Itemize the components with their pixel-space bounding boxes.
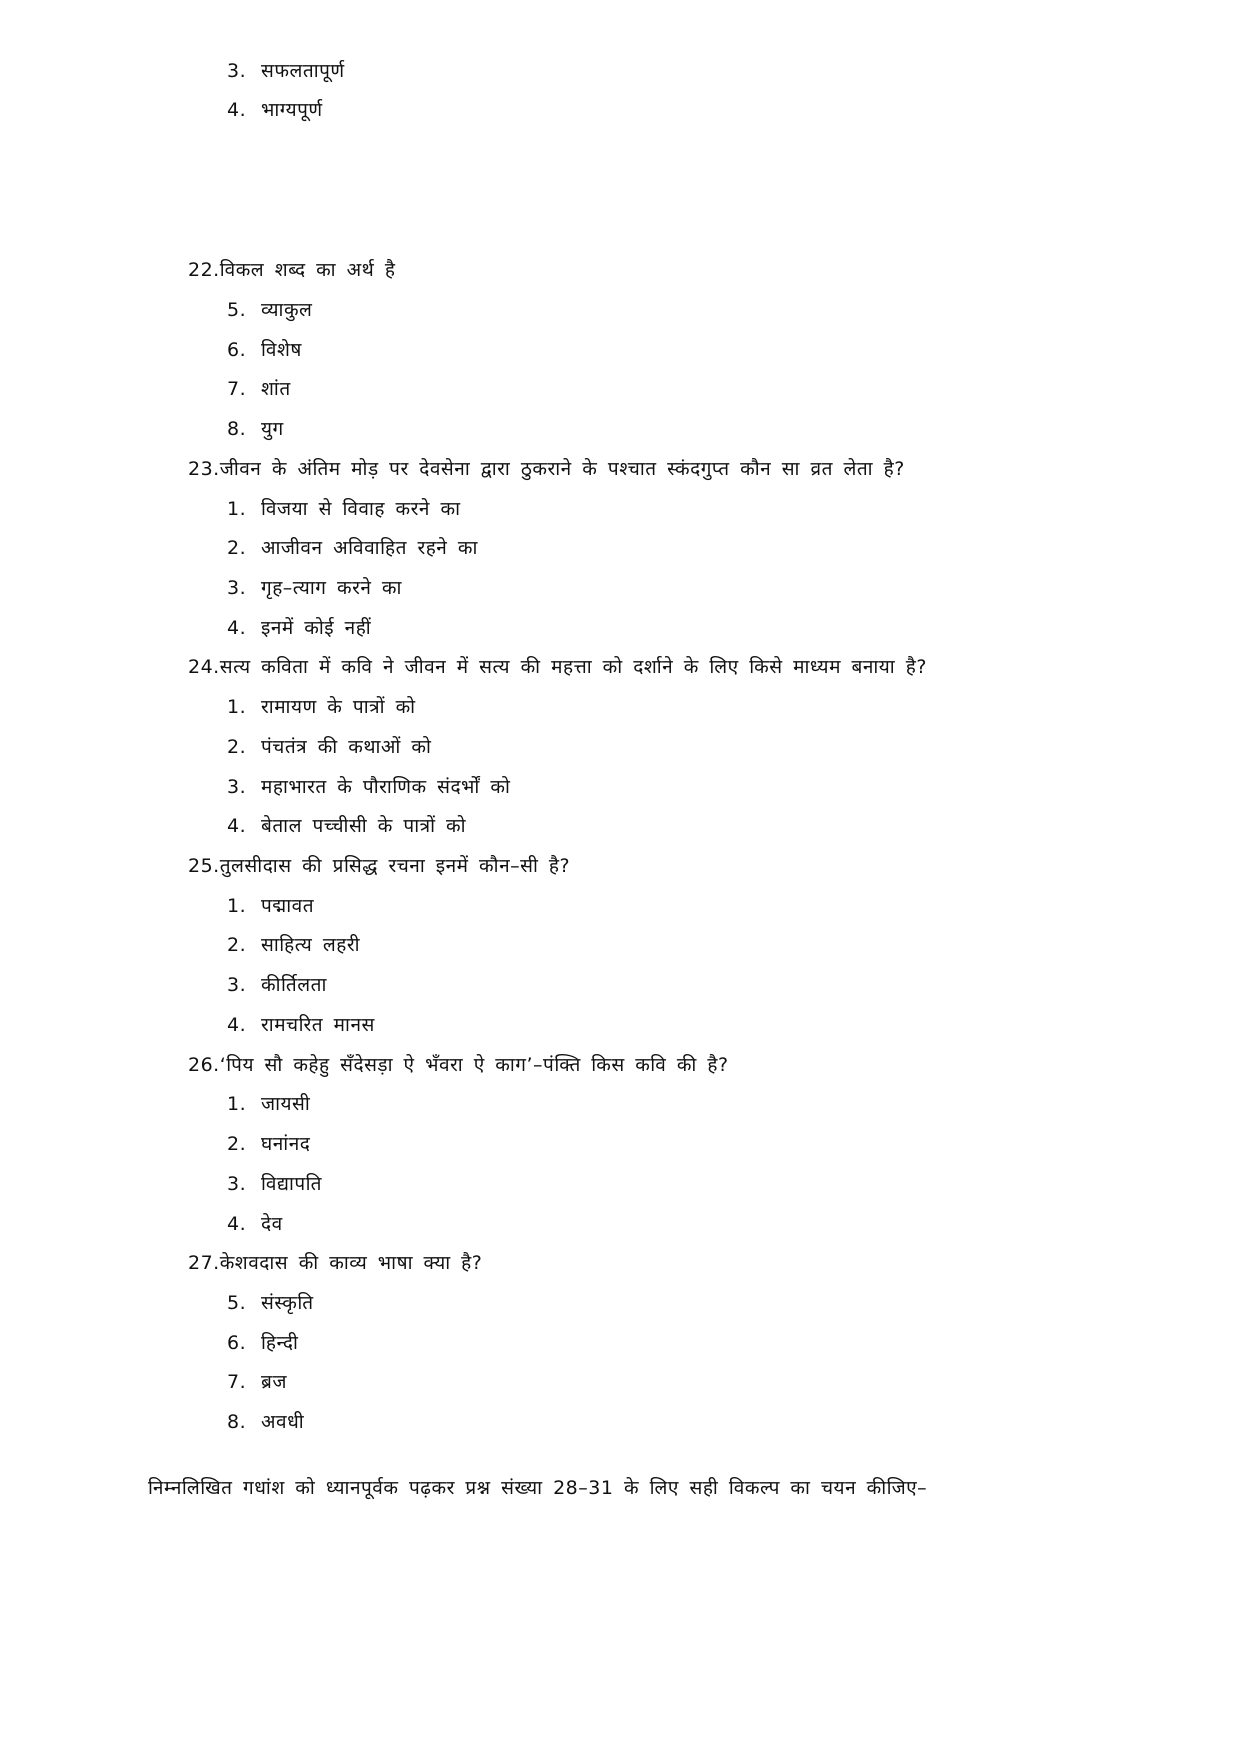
option-item [227,496,461,522]
option-number: 8. [227,418,247,440]
question-22 [188,257,395,283]
option-text: इनमें कोई नहीं [261,617,372,639]
option-text: विशेष [261,339,302,361]
question-text: ‘पिय सौ कहेहु सँदेसड़ा ऐ भँवरा ऐ काग’–पंक्ति किस कवि की है? [219,1054,729,1076]
option-number: 4. [227,1213,247,1235]
option-text: घनांनद [261,1133,311,1155]
option-item [227,376,291,402]
option-item [227,1211,283,1237]
question-23 [188,456,905,482]
option-item [227,575,402,601]
option-number: 3. [227,1173,247,1195]
option-text: व्याकुल [261,299,313,321]
question-text: केशवदास की काव्य भाषा क्या है? [219,1252,483,1274]
option-item [227,972,327,998]
option-text: गृह–त्याग करने का [261,577,402,599]
option-text: पद्मावत [261,895,315,917]
question-26 [188,1052,729,1078]
question-number: 26. [188,1054,220,1076]
option-text: सफलतापूर्ण [261,60,345,82]
option-text: ब्रज [261,1371,287,1393]
question-number: 24. [188,656,220,678]
option-item [227,893,314,919]
option-text: साहित्य लहरी [261,934,361,956]
option-item [227,97,323,123]
option-number: 7. [227,1371,247,1393]
option-text: रामचरित मानस [261,1014,375,1036]
option-item [227,1091,310,1117]
option-number: 4. [227,617,247,639]
question-text: सत्य कविता में कवि ने जीवन में सत्य की महत्ता को दर्शाने के लिए किसे माध्यम बनाया है? [219,656,927,678]
option-text: विजया से विवाह करने का [261,498,461,520]
option-number: 5. [227,299,247,321]
option-item [227,932,360,958]
option-text: अवधी [261,1411,305,1433]
option-item [227,337,302,363]
question-25 [188,853,570,879]
question-number: 23. [188,458,220,480]
passage-instruction: निम्नलिखित गधांश को ध्यानपूर्वक पढ़कर प्रश्न संख्या 28–31 के लिए सही विकल्प का चयन कीजिए– [148,1477,928,1499]
option-number: 2. [227,934,247,956]
option-number: 2. [227,537,247,559]
option-text: जायसी [261,1093,311,1115]
option-item [227,297,312,323]
option-item [227,535,478,561]
option-text: पंचतंत्र की कथाओं को [261,736,432,758]
option-text: कीर्तिलता [261,974,327,996]
option-item [227,774,510,800]
question-number: 27. [188,1252,220,1274]
option-number: 1. [227,895,247,917]
option-item [227,734,431,760]
option-item [227,615,371,641]
option-number: 3. [227,776,247,798]
option-number: 7. [227,378,247,400]
question-27 [188,1250,482,1276]
option-text: भाग्यपूर्ण [261,99,323,121]
option-number: 6. [227,1332,247,1354]
option-text: आजीवन अविवाहित रहने का [261,537,478,559]
option-text: हिन्दी [261,1332,299,1354]
option-item [227,813,466,839]
option-item [227,1131,310,1157]
option-number: 8. [227,1411,247,1433]
option-text: महाभारत के पौराणिक संदर्भों को [261,776,511,798]
question-24 [188,654,927,680]
question-text: जीवन के अंतिम मोड़ पर देवसेना द्वारा ठुकराने के पश्चात स्कंदगुप्त कौन सा व्रत लेता है? [219,458,905,480]
option-item [227,1171,322,1197]
option-number: 4. [227,1014,247,1036]
question-number: 25. [188,855,220,877]
option-number: 2. [227,736,247,758]
option-item [227,1330,298,1356]
option-number: 1. [227,498,247,520]
option-number: 6. [227,339,247,361]
option-number: 2. [227,1133,247,1155]
option-number: 3. [227,577,247,599]
option-item [227,416,284,442]
option-item [227,1409,304,1435]
question-text: विकल शब्द का अर्थ है [219,259,396,281]
option-number: 5. [227,1292,247,1314]
option-text: संस्कृति [261,1292,314,1314]
option-text: युग [261,418,284,440]
option-number: 4. [227,99,247,121]
option-text: शांत [261,378,291,400]
option-text: देव [261,1213,283,1235]
option-number: 1. [227,1093,247,1115]
option-number: 1. [227,696,247,718]
option-number: 3. [227,974,247,996]
option-item [227,1012,375,1038]
option-text: रामायण के पात्रों को [261,696,416,718]
option-item [227,694,416,720]
option-text: बेताल पच्चीसी के पात्रों को [261,815,467,837]
option-number: 3. [227,60,247,82]
option-item [227,1369,287,1395]
question-number: 22. [188,259,220,281]
option-number: 4. [227,815,247,837]
question-text: तुलसीदास की प्रसिद्ध रचना इनमें कौन–सी है? [219,855,571,877]
option-item [227,58,345,84]
option-text: विद्यापति [261,1173,322,1195]
option-item [227,1290,314,1316]
